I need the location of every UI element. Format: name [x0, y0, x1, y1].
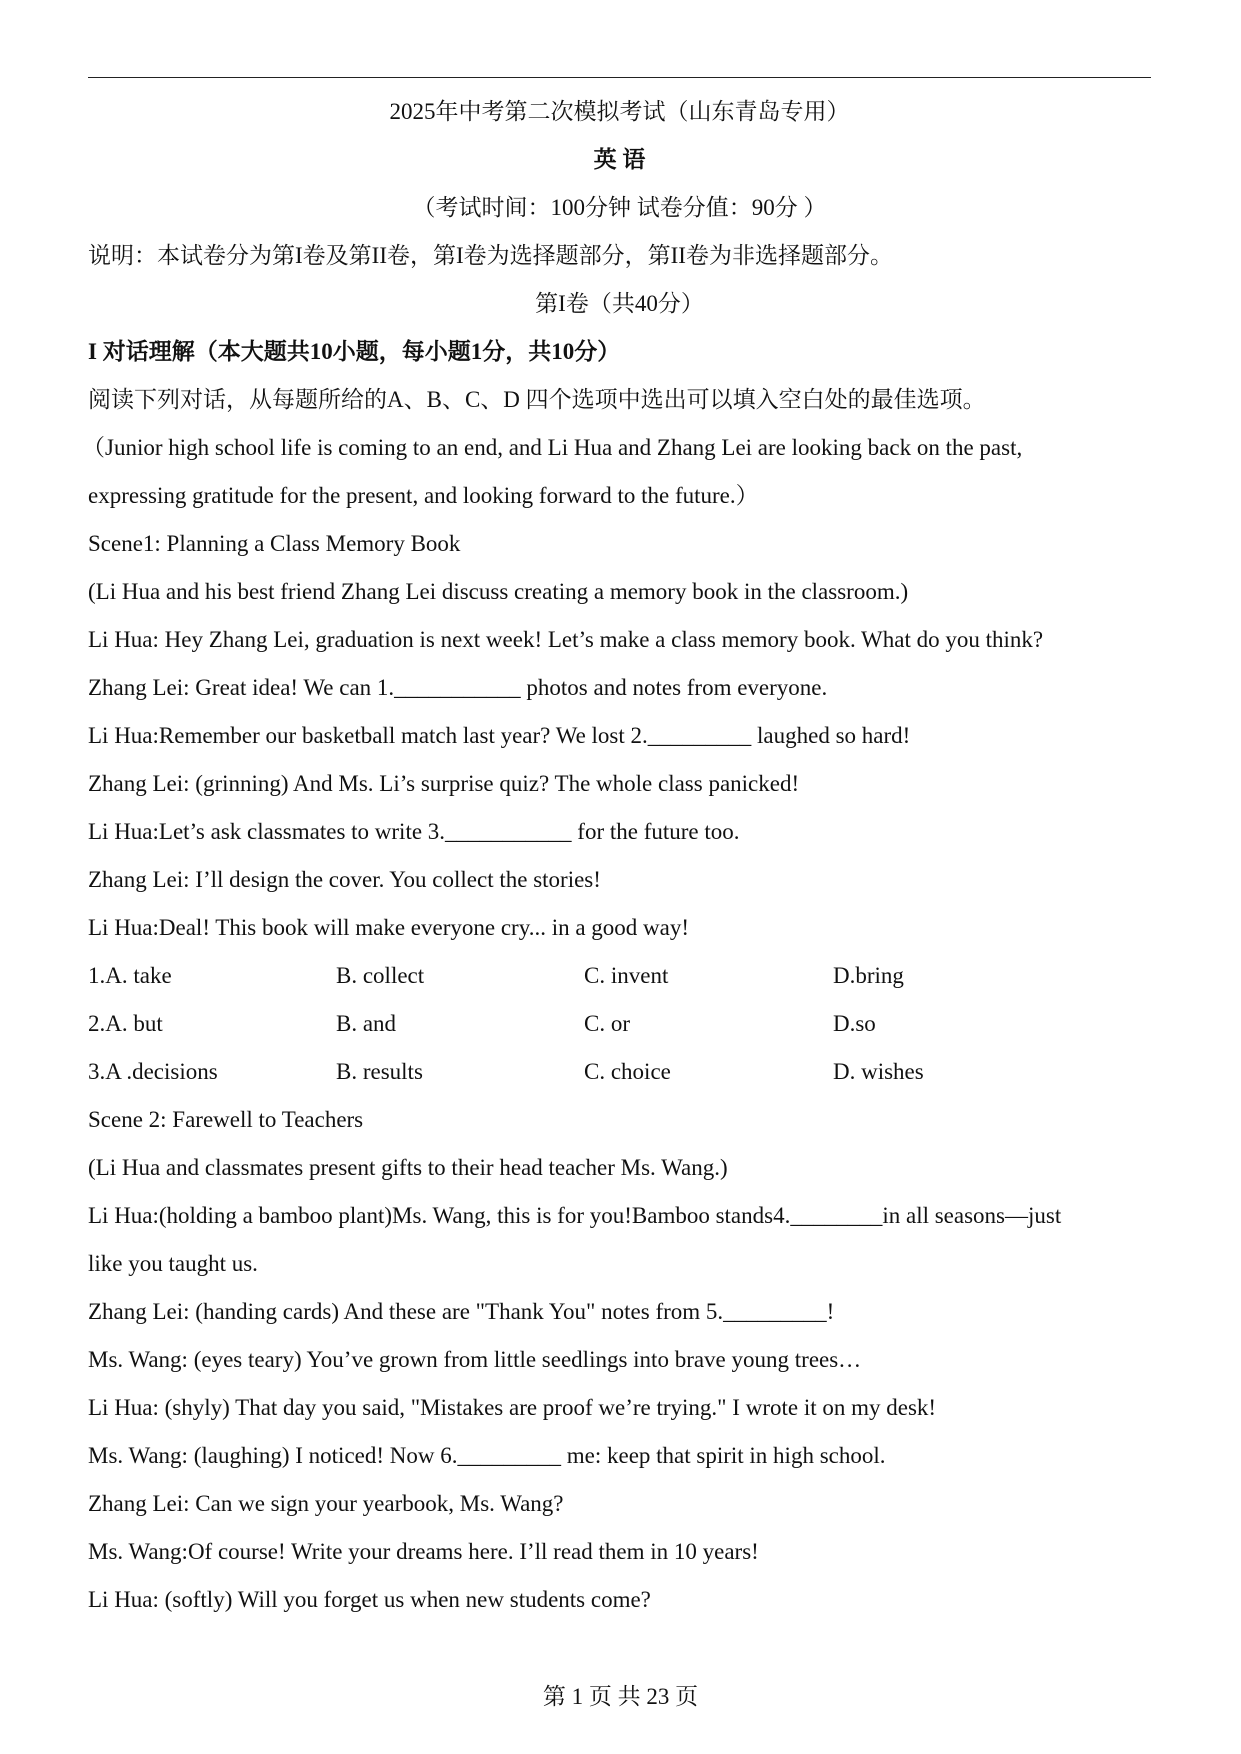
- option-2b: B. and: [336, 1011, 397, 1036]
- option-3a: 3.A .decisions: [88, 1059, 218, 1084]
- exam-info: （考试时间：100分钟 试卷分值：90分 ）: [412, 195, 827, 220]
- dialogue-line: Li Hua:Deal! This book will make everyone cry... in a good way!: [88, 915, 690, 940]
- option-1b: B. collect: [336, 963, 425, 988]
- dialogue-line: Zhang Lei: (grinning) And Ms. Li’s surprise quiz? The whole class panicked!: [88, 771, 800, 796]
- dialogue-line: like you taught us.: [88, 1251, 258, 1276]
- dialogue-line: Zhang Lei: Can we sign your yearbook, Ms. Wang?: [88, 1491, 564, 1516]
- dialogue-line: Li Hua: (softly) Will you forget us when new students come?: [88, 1587, 651, 1612]
- option-3c: C. choice: [584, 1059, 671, 1084]
- intro-line: （Junior high school life is coming to an end, and Li Hua and Zhang Lei are looking back on the past,: [82, 435, 1023, 460]
- dialogue-line: Li Hua: Hey Zhang Lei, graduation is next week! Let’s make a class memory book. What do you think?: [88, 627, 1044, 652]
- dialogue-line: Ms. Wang:Of course! Write your dreams here. I’ll read them in 10 years!: [88, 1539, 759, 1564]
- dialogue-line: Zhang Lei: I’ll design the cover. You collect the stories!: [88, 867, 601, 892]
- option-2d: D.so: [833, 1011, 876, 1036]
- option-1a: 1.A. take: [88, 963, 172, 988]
- scene2-title: Scene 2: Farewell to Teachers: [88, 1107, 364, 1132]
- part-title: 第I卷（共40分）: [535, 291, 704, 316]
- header-rule: [88, 77, 1151, 78]
- option-3b: B. results: [336, 1059, 423, 1084]
- dialogue-line: Ms. Wang: (laughing) I noticed! Now 6._________ me: keep that spirit in high school.: [88, 1443, 886, 1468]
- section-heading: I 对话理解（本大题共10小题，每小题1分，共10分）: [88, 339, 621, 364]
- option-2c: C. or: [584, 1011, 630, 1036]
- option-3d: D. wishes: [833, 1059, 924, 1084]
- section-directions: 阅读下列对话，从每题所给的A、B、C、D 四个选项中选出可以填入空白处的最佳选项。: [88, 387, 986, 412]
- scene2-setting: (Li Hua and classmates present gifts to their head teacher Ms. Wang.): [88, 1155, 728, 1180]
- scene1-setting: (Li Hua and his best friend Zhang Lei discuss creating a memory book in the classroom.): [88, 579, 909, 604]
- dialogue-line: Ms. Wang: (eyes teary) You’ve grown from little seedlings into brave young trees…: [88, 1347, 862, 1372]
- dialogue-line: Li Hua:(holding a bamboo plant)Ms. Wang, this is for you!Bamboo stands4.________in all seasons—just: [88, 1203, 1062, 1228]
- option-1c: C. invent: [584, 963, 669, 988]
- intro-line: expressing gratitude for the present, and looking forward to the future.）: [88, 483, 759, 508]
- page-number: 第 1 页 共 23 页: [542, 1684, 699, 1709]
- dialogue-line: Li Hua:Remember our basketball match last year? We lost 2._________ laughed so hard!: [88, 723, 911, 748]
- exam-title: 2025年中考第二次模拟考试（山东青岛专用）: [389, 99, 850, 124]
- scene1-title: Scene1: Planning a Class Memory Book: [88, 531, 461, 556]
- dialogue-line: Li Hua:Let’s ask classmates to write 3.___________ for the future too.: [88, 819, 740, 844]
- dialogue-line: Li Hua: (shyly) That day you said, "Mistakes are proof we’re trying." I wrote it on my desk!: [88, 1395, 937, 1420]
- dialogue-line: Zhang Lei: (handing cards) And these are "Thank You" notes from 5._________!: [88, 1299, 835, 1324]
- subject-title: 英 语: [593, 147, 646, 172]
- instructions: 说明：本试卷分为第I卷及第II卷，第I卷为选择题部分，第II卷为非选择题部分。: [88, 243, 893, 268]
- dialogue-line: Zhang Lei: Great idea! We can 1.___________ photos and notes from everyone.: [88, 675, 828, 700]
- option-2a: 2.A. but: [88, 1011, 163, 1036]
- option-1d: D.bring: [833, 963, 904, 988]
